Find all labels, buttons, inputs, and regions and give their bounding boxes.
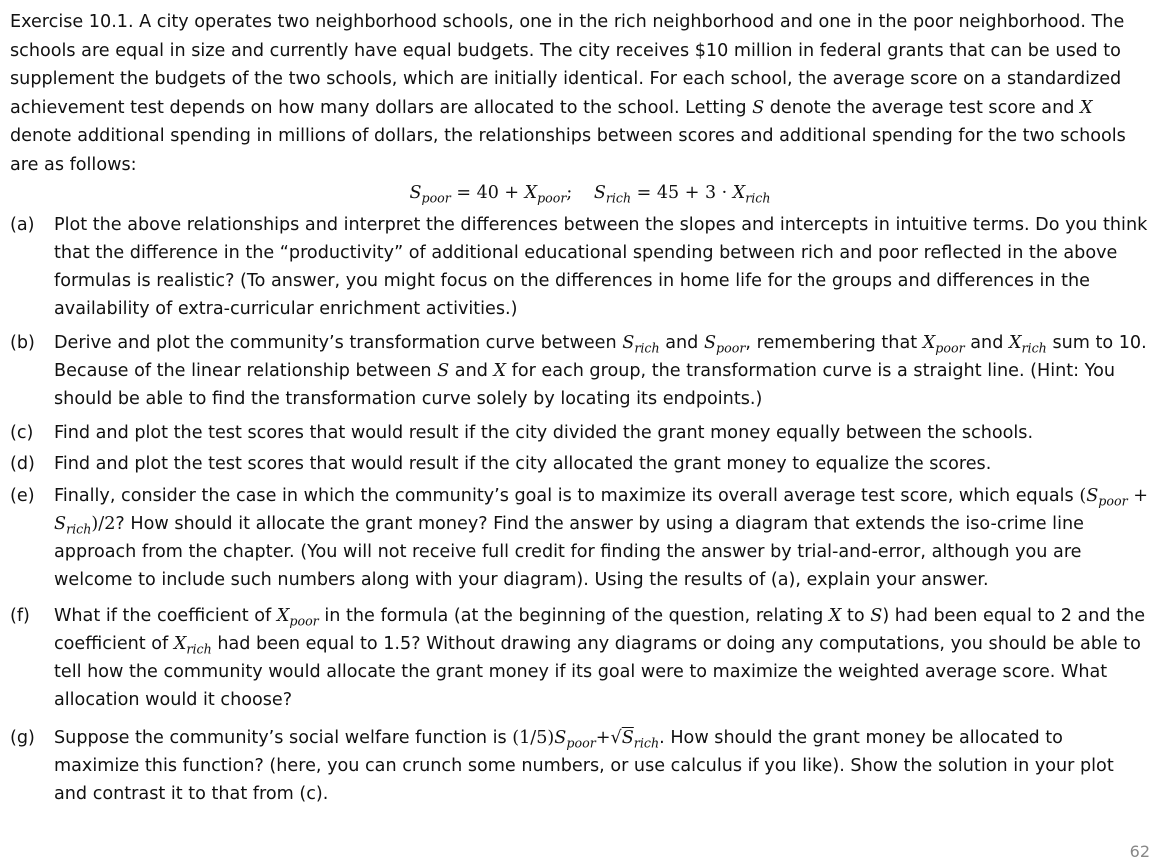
eq-part-2: = 45 + 3 · bbox=[636, 183, 728, 203]
g-sqrt: √ bbox=[610, 728, 622, 748]
f-s: S bbox=[870, 606, 883, 626]
eq-x-rich: X bbox=[732, 183, 746, 203]
eq-sub-xrich: rich bbox=[745, 190, 771, 206]
question-b-label: (b) bbox=[10, 333, 35, 353]
b-x-rich: X bbox=[1008, 333, 1022, 353]
exercise-page bbox=[10, 8, 1150, 808]
b-and-2: and bbox=[970, 333, 1004, 353]
question-d bbox=[10, 450, 1150, 478]
question-e-label: (e) bbox=[10, 486, 35, 506]
b-s-poor: S bbox=[703, 333, 717, 353]
question-b-text bbox=[54, 329, 1150, 413]
g-text-2: How should the grant money be allocated to maximize this function? (here, you can crunch some numbers, or use calculus if you like). Show the solution in your plot and contrast it to that from (c). bbox=[54, 728, 1114, 804]
e-div: )/2 bbox=[91, 514, 116, 534]
f-to: to bbox=[847, 606, 865, 626]
eq-x-poor: X bbox=[524, 183, 538, 203]
f-x-poor: X bbox=[276, 606, 290, 626]
question-a-text: Plot the above relationships and interpret the differences between the slopes and intercepts in intuitive terms. Do you think that the difference in the “productivity” of additional educational spending between rich and poor reflected in the above formulas is realistic? (To answer, you might focus on the differences in home life for the groups and differences in the availability of extra-curricular enrichment activities.) bbox=[54, 215, 1148, 319]
eq-sub-rich: rich bbox=[605, 190, 632, 206]
b-and: and bbox=[665, 333, 699, 353]
intro-text-1: Exercise 10.1. A city operates two neighborhood schools, one in the rich neighborhood and one in the poor neighborhood. The schools are equal in size and currently have equal budgets. The city receives $10 million in federal grants that can be used to supplement the budgets of the two schools, which are initially identical. For each school, the average score on a standardized achievement test depends on how many dollars are allocated to the school. Letting bbox=[10, 12, 1125, 118]
f-text-3: ) had been equal to 2 and the coefficient of bbox=[54, 606, 1146, 654]
intro-text-3: denote additional spending in millions of dollars, the relationships between scores and additional spending for the two schools are as follows: bbox=[10, 126, 1126, 175]
question-d-text: Find and plot the test scores that would result if the city allocated the grant money to equalize the scores. bbox=[54, 454, 992, 474]
e-paren: ( bbox=[1079, 486, 1087, 506]
eq-sub-xpoor: poor bbox=[537, 190, 567, 206]
eq-s-rich: S bbox=[593, 183, 606, 203]
question-f bbox=[10, 602, 1150, 714]
eq-sub-poor: poor bbox=[421, 190, 451, 206]
f-text-1: What if the coefficient of bbox=[54, 606, 272, 626]
e-sub-poor: poor bbox=[1098, 493, 1128, 509]
question-g-text bbox=[54, 724, 1150, 808]
question-e-text bbox=[54, 482, 1150, 594]
f-x-rich: X bbox=[173, 634, 187, 654]
b-text-1: Derive and plot the community’s transformation curve between bbox=[54, 333, 617, 353]
b-s: S bbox=[437, 361, 450, 381]
g-coef: (1/5) bbox=[512, 728, 555, 748]
question-c-text: Find and plot the test scores that would result if the city divided the grant money equally between the schools. bbox=[54, 423, 1034, 443]
e-sub-rich: rich bbox=[66, 521, 92, 537]
g-s-rich: S bbox=[621, 728, 634, 748]
b-x: X bbox=[493, 361, 507, 381]
g-plus: + bbox=[595, 728, 611, 748]
score-equations bbox=[10, 179, 1150, 207]
g-sub-rich: rich bbox=[633, 735, 660, 751]
e-s-rich: S bbox=[54, 514, 67, 534]
f-sub-rich: rich bbox=[186, 641, 212, 657]
question-f-label: (f) bbox=[10, 606, 30, 626]
b-s-rich: S bbox=[622, 333, 635, 353]
f-x: X bbox=[828, 606, 842, 626]
e-text-1: Finally, consider the case in which the community’s goal is to maximize its overall average test score, which equals bbox=[54, 486, 1074, 506]
f-text-4: had been equal to 1.5? Without drawing any diagrams or doing any computations, you should be able to tell how the community would allocate the grant money if its goal were to maximize the weighted average score. What allocation would it choose? bbox=[54, 634, 1141, 710]
question-g-label: (g) bbox=[10, 728, 35, 748]
question-a bbox=[10, 211, 1150, 323]
e-s-poor: S bbox=[1086, 486, 1099, 506]
intro-text-2: denote the average test score and bbox=[769, 97, 1075, 118]
question-a-label: (a) bbox=[10, 215, 35, 235]
eq-s-poor: S bbox=[409, 183, 422, 203]
var-x: X bbox=[1080, 97, 1093, 118]
b-text-3: sum to 10. Because of the linear relationship between bbox=[54, 333, 1147, 381]
b-sub-xrich: rich bbox=[1021, 340, 1047, 356]
f-sub-poor: poor bbox=[289, 613, 319, 629]
b-and-3: and bbox=[454, 361, 488, 381]
e-text-2: ? How should it allocate the grant money? Find the answer by using a diagram that extends the iso-crime line approach from the chapter. (You will not receive full credit for finding the answer by trial-and-error, although you are welcome to include such numbers along with your diagram). Using the results of (a), explain your answer. bbox=[54, 514, 1084, 590]
b-sub-rich: rich bbox=[634, 340, 660, 356]
eq-part-1: = 40 + bbox=[456, 183, 520, 203]
question-e bbox=[10, 482, 1150, 594]
eq-semicolon: ; bbox=[566, 183, 573, 203]
question-f-text bbox=[54, 602, 1150, 714]
g-s-poor: S bbox=[554, 728, 567, 748]
g-sub-poor: poor bbox=[566, 735, 596, 751]
g-dot: . bbox=[659, 728, 665, 748]
question-g bbox=[10, 724, 1150, 808]
b-x-poor: X bbox=[922, 333, 936, 353]
b-sub-xpoor: poor bbox=[935, 340, 965, 356]
question-c bbox=[10, 419, 1150, 447]
b-text-2: , remembering that bbox=[745, 333, 918, 353]
f-text-2: in the formula (at the beginning of the question, relating bbox=[324, 606, 824, 626]
e-plus: + bbox=[1133, 486, 1148, 506]
question-b bbox=[10, 329, 1150, 413]
exercise-intro bbox=[10, 8, 1150, 179]
question-d-label: (d) bbox=[10, 454, 35, 474]
b-text-4: for each group, the transformation curve is a straight line. (Hint: You should be able to find the transformation curve solely by locating its endpoints.) bbox=[54, 361, 1116, 409]
g-text-1: Suppose the community’s social welfare function is bbox=[54, 728, 507, 748]
var-s: S bbox=[752, 97, 765, 118]
b-sub-poor: poor bbox=[716, 340, 746, 356]
page-number: 62 bbox=[1129, 842, 1150, 861]
question-c-label: (c) bbox=[10, 423, 34, 443]
